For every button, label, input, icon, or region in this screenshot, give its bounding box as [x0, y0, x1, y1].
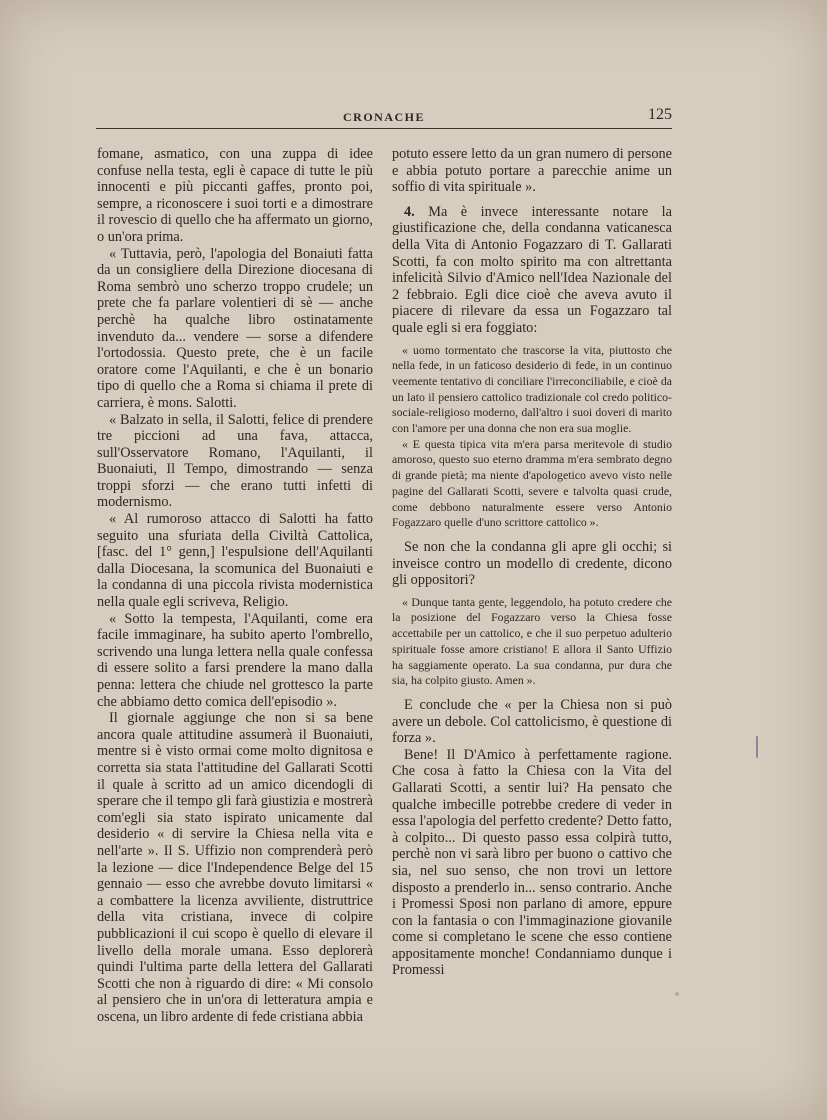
page-header: [96, 106, 672, 130]
paragraph: Il giornale aggiunge che non si sa bene ancora quale attitudine assumerà il Buonaiuti, mentre si è visto ormai come molto dignitosa e corretta sia stata l'attitudine del Gallarati Scotti il quale à scritto ad un amico dicendogli di sperare che il tempo gli farà giustizia e mostrerà com'egli sia stato ispirato unicamente dal desiderio « di servire la Chiesa nella vita e nell'arte ». Il S. Uffizio non comprenderà però la lezione — dice l'Independence Belge del 15 gennaio — esso che avrebbe dovuto limitarsi « a combattere la licenza avviliente, distruttrice della vita cristiana, invece di colpire pubblicazioni il cui scopo è quello di elevare il livello della morale umana. Esso deplorerà quindi l'ultima parte della lettera del Gallarati Scotti che non à riguardo di dire: « Mi consolo al pensiero che in un'ora di letteratura ampia e oscena, un libro ardente di fede cristiana abbia: [97, 710, 373, 1025]
paper-speck: [675, 992, 679, 996]
paper-speck: [756, 736, 758, 758]
block-quote: « uomo tormentato che trascorse la vita, piuttosto che nella fede, in un faticoso desiderio di fede, in un continuo veemente tentativo di conciliare l'irreconciliabile, e cioè da un lato il pensiero cattolico tradizionale col credo politico-sociale-religioso moderno, dall'altro i suoi doveri di marito con l'amore per una donna che non era sua moglie.: [392, 342, 672, 436]
section-paragraph: [392, 204, 672, 337]
block-quote: « E questa tipica vita m'era parsa meritevole di studio amoroso, questo suo eterno dramma m'era sembrato degno di grande pietà; ma niente d'apologetico avevo visto nelle pagine del Gallarati Scotti, severe e talvolta quasi crude, come debbono naturalmente essere verso Antonio Fogazzaro quelle d'uno scrittore cattolico ».: [392, 436, 672, 530]
paragraph: « Al rumoroso attacco di Salotti ha fatto seguito una sfuriata della Civiltà Cattolica, [fasc. del 1° genn,] l'espulsione dell'Aquilanti dalla Diocesana, la scomunica del Buonaiuti e la condanna di una piccola rivista modernistica nella quale egli scriveva, Religio.: [97, 511, 373, 611]
block-quote: « Dunque tanta gente, leggendolo, ha potuto credere che la posizione del Fogazzaro verso la Chiesa fosse accettabile per un cattolico, e che il suo perpetuo adulterio spirituale fosse amore cristiano! E allora il Santo Uffizio ha saggiamente operato. La sua condanna, pur dura che sia, ha colpito giusto. Amen ».: [392, 594, 672, 688]
header-rule: [96, 128, 672, 129]
left-column: [97, 146, 373, 1025]
paragraph: Se non che la condanna gli apre gli occhi; si inveisce contro un modello di credente, dicono gli oppositori?: [392, 538, 672, 589]
paragraph: « Sotto la tempesta, l'Aquilanti, come era facile immaginare, ha subito aperto l'ombrello, scrivendo una lunga lettera nella quale confessa di essere solito a farsi prendere la mano dalla penna: lettera che chiude nel grottesco la parte che abbiamo detto comica dell'episodio ».: [97, 610, 373, 710]
paragraph: potuto essere letto da un gran numero di persone e abbia potuto portare a parecchie anime un soffio di vita spirituale ».: [392, 146, 672, 196]
running-title: CRONACHE: [342, 110, 425, 124]
paragraph: fomane, asmatico, con una zuppa di idee confuse nella testa, egli è capace di tutte le più innocenti e più piccanti gaffes, pronto poi, sempre, a riconoscere i suoi torti e a dimostrare il rovescio di quello che ha affermato un giorno, o un'ora prima.: [97, 146, 373, 245]
paragraph: « Tuttavia, però, l'apologia del Bonaiuti fatta da un consigliere della Direzione diocesana di Roma sembrò uno scherzo troppo crudele; un prete che fa parlare volentieri di sè — anche perchè ha qualche libro ostinatamente invenduto da... vendere — sorse a difendere l'ortodossia. Questo prete, che è un facile oratore come l'Aquilanti, e che è un bonario tipo di quello che a Roma si chiama il prete di carriera, è mons. Salotti.: [97, 245, 373, 411]
section-text: Ma è invece interessante notare la giustificazione che, della condanna vaticanesca della Vita di Antonio Fogazzaro di T. Gallarati Scotti, fa con molto spirito ma con altrettanta infelicità Silvio d'Amico nell'Idea Nazionale del 2 febbraio. Egli dice cioè che aveva avuto il piacere di rilevare da essa un Fogazzaro tal quale egli si era foggiato:: [392, 203, 673, 336]
page-number: 125: [648, 106, 672, 123]
right-column: [392, 146, 672, 979]
section-number: 4.: [404, 203, 415, 220]
paragraph: E conclude che « per la Chiesa non si può avere un debole. Col cattolicismo, è questione di forza ».: [392, 696, 672, 747]
paragraph: « Balzato in sella, il Salotti, felice di prendere tre piccioni ad una fava, attacca, sull'Osservatore Romano, l'Aquilanti, il Buonaiuti, Il Tempo, dimostrando — senza troppi sforzi — che erano tutti infetti di modernismo.: [97, 411, 373, 511]
paragraph: Bene! Il D'Amico à perfettamente ragione. Che cosa à fatto la Chiesa con la Vita del Gallarati Scotti, a sentir lui? Ha pensato che qualche imbecille potrebbe credere di veder in essa l'apologia del perfetto credente? Detto fatto, à colpito... Di questo passo essa colpirà tutto, perchè non vi sarà libro per buono o cattivo che sia, nel suo senso, che non trovi un lettore disposto a prenderlo in... senso contrario. Anche i Promessi Sposi non parlano di amore, eppure con la fantasia o con l'immaginazione giovanile come si completano le scene che esso contiene appositamente monche! Condanniamo dunque i Promessi: [392, 746, 672, 979]
